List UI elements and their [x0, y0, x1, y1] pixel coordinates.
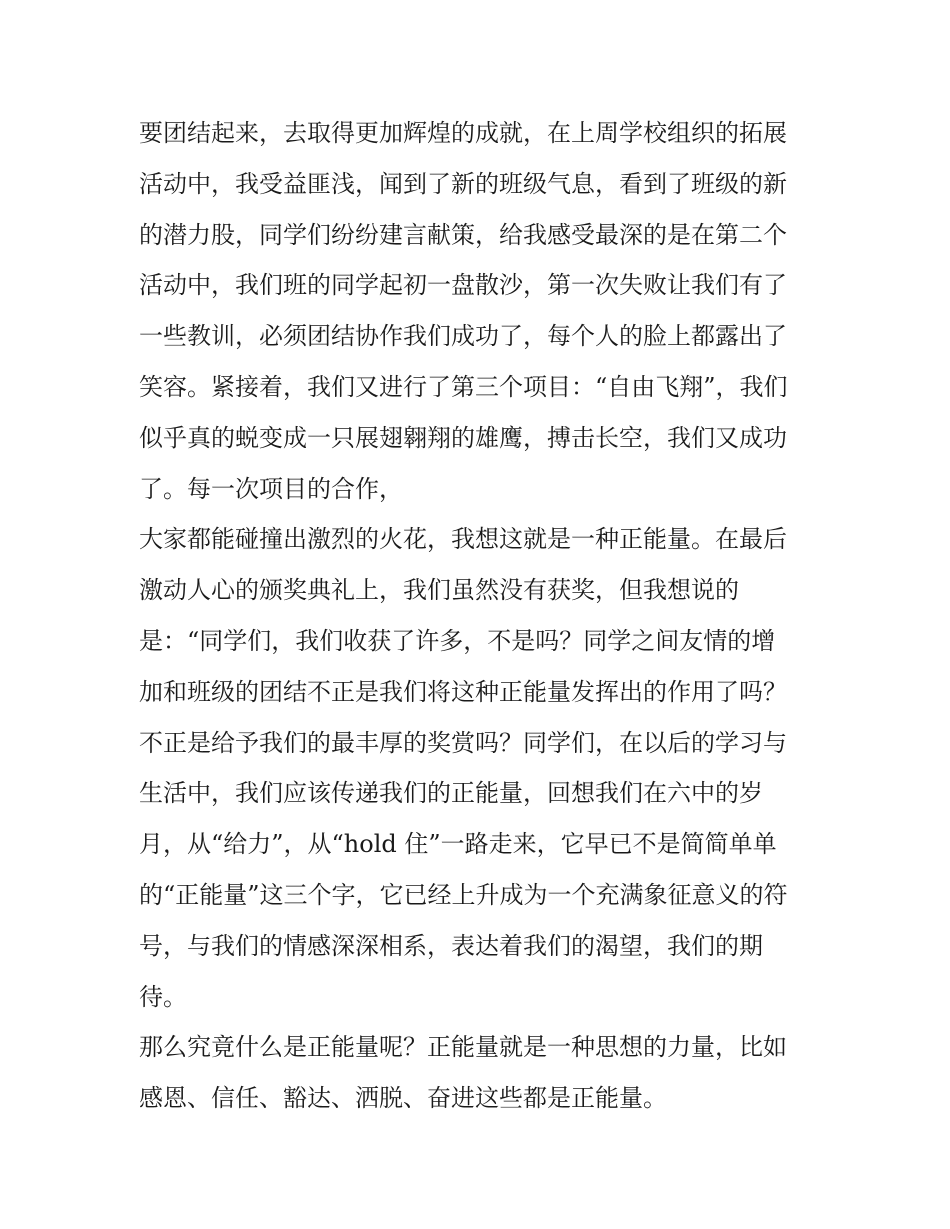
text-line: 感恩、信任、豁达、洒脱、奋进这些都是正能量。 [139, 1084, 667, 1113]
text-line: 的“正能量”这三个字，它已经上升成为一个充满象征意义的符 [139, 880, 788, 909]
text-line: 月，从“给力”，从“hold 住”一路走来，它早已不是简简单单 [139, 830, 777, 859]
text-line: 似乎真的蜕变成一只展翅翱翔的雄鹰，搏击长空，我们又成功 [139, 423, 787, 452]
text-line: 加和班级的团结不正是我们将这种正能量发挥出的作用了吗？ [139, 677, 787, 706]
text-line: 是：“同学们，我们收获了许多，不是吗？同学之间友情的增 [139, 626, 776, 655]
text-line: 号，与我们的情感深深相系，表达着我们的渴望，我们的期 [139, 931, 763, 960]
text-line: 激动人心的颁奖典礼上，我们虽然没有获奖，但我想说的 [139, 576, 739, 605]
text-line: 那么究竟什么是正能量呢？正能量就是一种思想的力量，比如 [139, 1033, 787, 1062]
body-text [139, 108, 819, 1124]
text-line: 不正是给予我们的最丰厚的奖赏吗？同学们，在以后的学习与 [139, 728, 787, 757]
text-line: 大家都能碰撞出激烈的火花，我想这就是一种正能量。在最后 [139, 525, 787, 554]
text-line: 活动中，我受益匪浅，闻到了新的班级气息，看到了班级的新 [139, 169, 787, 198]
text-line: 的潜力股，同学们纷纷建言献策，给我感受最深的是在第二个 [139, 220, 787, 249]
text-line: 生活中，我们应该传递我们的正能量，回想我们在六中的岁 [139, 779, 763, 808]
text-line: 了。每一次项目的合作， [139, 474, 403, 503]
text-line: 要团结起来，去取得更加辉煌的成就，在上周学校组织的拓展 [139, 119, 787, 147]
text-line: 笑容。紧接着，我们又进行了第三个项目：“自由飞翔”，我们 [139, 372, 788, 401]
text-line: 待。 [139, 982, 187, 1011]
text-line: 一些教训，必须团结协作我们成功了，每个人的脸上都露出了 [139, 322, 787, 351]
text-line: 活动中，我们班的同学起初一盘散沙，第一次失败让我们有了 [139, 271, 787, 300]
